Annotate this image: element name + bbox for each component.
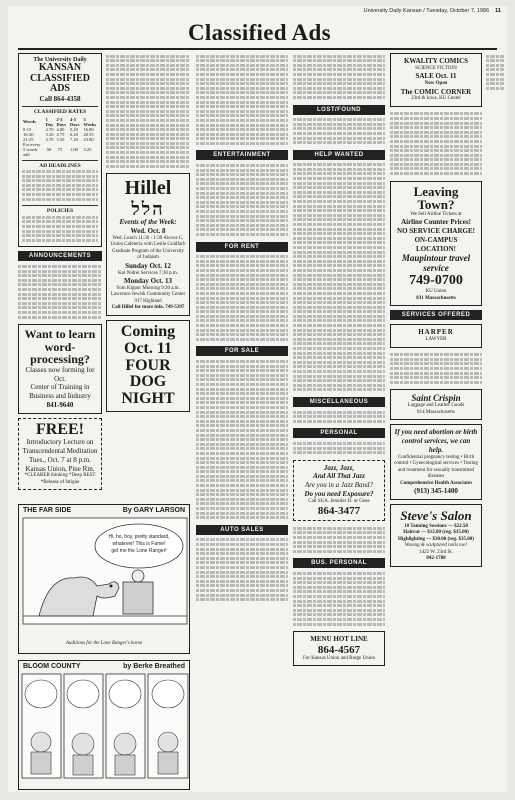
personal-text-2 [293,525,385,554]
rates-column-header: 5 Weeks [83,116,97,127]
section-miscellaneous: MISCELLANEOUS [293,397,385,407]
bloom-county-title: BLOOM COUNTY [23,663,81,670]
leaving-town-ad: Leaving Town? We Sell Airline Tickets at Airline Counter Prices! NO SERVICE CHARGE! ON-CAMPUS LOCATION! Maupintour travel service 749-0700 KU Union 831 Massachusetts [390,181,482,307]
rates-column-header: 4-5 Days [70,116,80,127]
running-head: University Daily Kansan / Tuesday, October 7, 1986 11 [363,8,501,14]
announcements-text [18,263,102,320]
four-dog-night-ad: Coming Oct. 11 FOUR DOG NIGHT [106,320,190,412]
rates-row [22,137,98,142]
deadlines-text [22,169,98,203]
column-4 [293,53,385,783]
harper-lawyer-ad: HARPER LAWYER [390,324,482,347]
rates-cell: 1.00 [70,146,78,152]
for-sale-text [196,358,288,520]
rates-cell: 3.70 [45,136,54,142]
column-2 [106,53,190,503]
rates-cell: 6.20 [70,131,78,137]
steves-salon-ad: Steve's Salon 10 Tanning Sessions — $22.50 Haircut — $12.00 (reg. $15.00) Highlighting — $30.00 (reg. $35.00) Waxing & sculptured nails too! 1422 W. 23rd St. 842-1788 [390,504,482,567]
section-for-rent: FOR RENT [196,242,288,252]
page-title: Classified Ads [188,20,331,45]
rates-cell: 4.00 [56,126,65,132]
free-lecture-ad: FREE! Introductory Lecture on Transcendental Meditation Tues., Oct. 7 at 8 p.m. Kansas Union, Pine Rm. *CLEARER thinking *Deep REST *Release of fatigue [18,418,102,491]
rates-cell: 3.25 [83,146,92,152]
rates-cell: .50 [45,146,52,152]
far-side-byline: By GARY LARSON [122,507,185,514]
page-number: 11 [495,8,501,14]
rates-cell: 20.55 [83,131,94,137]
svg-text:whatever! This is Fame!: whatever! This is Fame! [112,541,166,547]
auto-sales-text [196,537,288,603]
rates-cell: 21-25 [23,136,34,142]
title-rule [18,48,497,50]
column-4-top-text [293,53,385,101]
bus-personal-text [293,570,385,627]
lost-found-text [293,117,385,146]
column-3 [196,53,288,693]
section-services-offered: SERVICES OFFERED [390,310,482,320]
section-help-wanted: HELP WANTED [293,150,385,160]
far-side-title: THE FAR SIDE [23,507,72,514]
column-5-top-text [390,111,482,177]
policies-text [22,214,98,243]
rates-column-header: 2-3 Days [56,116,66,127]
svg-text:Hi, ho, boy, pretty standard,: Hi, ho, boy, pretty standard, [108,534,170,540]
rates-column-header: 1 Day [45,116,54,127]
jazz-ad: Jazz, Jazz, And All That Jazz Are you in a Jazz Band? Do you need Exposure? Call SUA. Jennifer D. or Gene 864-3477 [293,460,385,522]
rates-cell: 2.70 [45,126,54,132]
section-entertainment: ENTERTAINMENT [196,150,288,160]
abortion-services-ad: If you need abortion or birth control services, we can help. Confidential pregnancy testing • Birth control • Gynecological services • Testing and treatment for sexually transmitted diseases Comprehensive Health Associates (913) 345-1400 [390,424,482,500]
services-text [390,352,482,386]
section-announcements: ANNOUNCEMENTS [18,251,102,261]
rates-cell: 7.20 [70,136,78,142]
rates-row [22,132,98,137]
menu-hot-line-ad: MENU HOT LINE 864-4567 For Kansas Union and Burge Union [293,631,385,666]
rates-table [22,117,98,157]
section-personal: PERSONAL [293,428,385,438]
rates-row [22,142,98,157]
rates-cell: 0-15 [23,126,32,132]
section-auto-sales: AUTO SALES [196,525,288,535]
far-side-illustration [19,516,190,636]
rates-cell: 5.20 [70,126,78,132]
bloom-county-panels [19,672,190,784]
column-2-text [106,53,190,169]
maupintour-logo: Maupintour travel service [401,253,471,274]
kansan-phone: Call 864-4358 [39,94,81,103]
rates-column-header: Words [23,119,36,124]
rates-cell: 3.20 [45,131,54,137]
saint-crispin-ad: Saint Crispin Luggage and Leather Goods 814 Massachusetts [390,389,482,420]
far-side-comic [18,504,190,654]
rates-cell: For every 5 words add [23,141,41,157]
rates-header-row [22,117,98,127]
hunan-line1 [390,246,391,247]
far-side-caption: Auditions for the Lone Ranger's horse [65,641,143,646]
newspaper-page [8,6,507,792]
bloom-county-comic [18,660,190,790]
rates-cell: 16.80 [83,126,94,132]
column-1 [18,53,102,503]
svg-text:get me the Lone Ranger!: get me the Lone Ranger! [111,548,167,554]
section-for-sale: FOR SALE [196,346,288,356]
section-lost-found: LOST/FOUND [293,105,385,115]
rates-cell: 16-20 [23,131,34,137]
entertainment-text [196,162,288,237]
column-3-top-text [196,53,288,146]
miscellaneous-text [293,409,385,424]
section-bus-personal: BUS. PERSONAL [293,558,385,568]
bloom-county-byline: by Berke Breathed [123,663,185,670]
kwality-comics-ad: KWALITY COMICS SCIENCE FICTION SALE Oct. 11 Now Open The COMIC CORNER 23rd & Iowa, KU Center [390,53,482,107]
kansan-rates-box: The University Daily KANSAN CLASSIFIED ADS Call 864-4358 CLASSIFIED RATES Words 1 Day 2-3 Days 4-5 Days 5 Weeks 0-15 2.70 4.00 5.20 16.80 16-20 3.20 4.75 6.20 20.55 21-25 3.70 5.50 7.20 23.80 For every 5 words add .50 .75 1.00 3.25 AD DEADLINES POLICIES [18,53,102,247]
rates-cell: 4.75 [56,131,65,137]
help-wanted-text [293,162,385,393]
word-processing-ad: Want to learn word-processing? Classes now forming for Oct. Center of Training in Business and Industry 841-9640 [18,324,102,414]
for-rent-text [196,254,288,343]
hillel-ad: Hillel הלל Events of the Week: Wed. Oct. 8 Wed. Lunch 11:30 - 1:30 Alcove C, Union Cafeteria with Leslie Goldfarb Graduate Program of the University of Judaism Sunday Oct. 12 Kol Nidrei Services 7:30 p.m. Monday Oct. 13 Yom Kippur Morning 9:30 a.m. Lawrence Jewish Community Center 917 Highland Call Hillel for more info. 749-5397 [106,173,190,316]
kansan-name: KANSAN CLASSIFIED ADS [29,62,91,94]
personal-text [293,440,385,455]
rates-cell: 23.80 [83,136,94,142]
rates-cell: 5.50 [56,136,65,142]
rates-cell: .75 [56,146,63,152]
column-6 [486,53,504,792]
column-5 [390,53,482,792]
